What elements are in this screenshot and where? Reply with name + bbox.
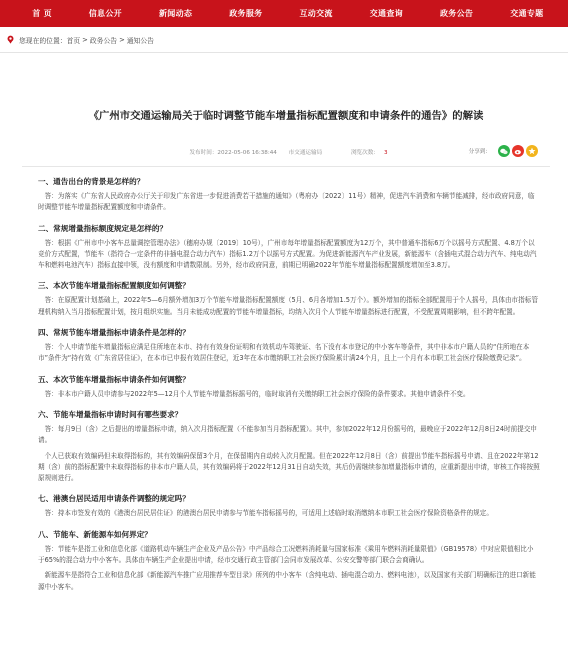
section-heading: 八、节能车、新能源车如何界定？ [38,529,152,539]
section-paragraph: 答：根据《广州市中小客车总量调控管理办法》（穗府办规〔2019〕10号），广州市每年增量指标配置额度为12万个，其中普通车指标6万个以摇号方式配置、4.8万个以竞价方式配置，节能车（指符合一定条件的非插电混合动力汽车）指标1.2万个以摇号方式配置。为促进新能源汽车产业发展，新能源车（含插电式混合动力汽车、纯电动汽车和燃料电池汽车）指标直接申领，没有额度和申请数限制。另外，经市政府同意，前期已明确2022年节能车增量指标配置额度增加至3.8万。 [38,238,537,270]
wechat-share-icon[interactable] [498,145,510,157]
article-title: 《广州市交通运输局关于临时调整节能车增量指标配置额度和申请条件的通告》的解读 [88,110,484,122]
top-navigation [0,0,568,27]
section-heading: 一、通告出台的背景是怎样的？ [38,177,145,186]
weibo-share-icon[interactable] [512,145,524,157]
section-paragraph: 答：节能车是指工业和信息化部《道路机动车辆生产企业及产品公告》中产品综合工况燃料消耗量与国家标准《乘用车燃料消耗量限值》（GB19578）中对应限值相比小于65%的混合动力中小客车。具体由车辆生产企业提出申请，经市交通行政主管部门会同市发展改革、公安交警等部门联合会商确认。 [38,544,534,565]
breadcrumb-gov-announcements[interactable]: 政务公告 [89,36,118,45]
article-meta [22,137,550,167]
nav-traffic-query[interactable]: 交通查询 [369,9,403,18]
section-paragraph: 答：每月9日（含）之后提出的增量指标申请，纳入次月指标配置（不能参加当月指标配置）。其中，参加2022年12月份摇号的，最晚应于2022年12月8日24时前提交申请。 [38,424,538,445]
section-paragraph: 答：个人申请节能车增量指标应满足住所地在本市、持有有效身份证明和有效机动车驾驶证、名下没有本市登记的中小客车等条件，其中非本市户籍人员的“住所地在本市”条件为“持有效《广东省居住证》，在本市已申报有效居住登记，近3年在本市缴纳职工社会医疗保险累计满24个月，且上一个月有本市职工社会医疗保险缴费记录”。 [38,343,530,363]
section-heading: 六、节能车增量指标申请时间有哪些要求？ [38,409,183,419]
breadcrumb-separator: > [119,35,125,44]
qzone-share-icon[interactable] [526,145,538,157]
nav-gov-services[interactable]: 政务服务 [229,9,263,18]
section-paragraph: 新能源车是指符合工业和信息化部《新能源汽车推广应用推荐车型目录》所列的中小客车（含纯电动、插电混合动力、燃料电池），以及国家有关部门明确标注的进口新能源中小客车。 [38,571,536,591]
section-paragraph: 答：持本市签发有效的《港澳台居民居住证》的港澳台居民申请参与节能车指标摇号的，可适用上述临时取消缴纳本市职工社会医疗保险资格条件的规定。 [44,509,493,518]
breadcrumb-separator: > [82,35,88,44]
section-heading: 七、港澳台居民适用申请条件调整的规定吗？ [38,494,190,504]
nav-traffic-topics[interactable]: 交通专题 [510,9,544,18]
section-paragraph: 答：为落实《广东省人民政府办公厅关于印发广东省进一步促进消费若干措施的通知》（粤府办〔2022〕11号）精神，促进汽车消费和车辆节能减排，经市政府同意，临时调整节能车增量指标配置额度和申请条件。 [38,192,535,212]
section-paragraph: 答：非本市户籍人员申请参与2022年5—12月个人节能车增量指标摇号的，临时取消有关缴纳职工社会医疗保险的条件要求。其他申请条件不变。 [44,389,470,398]
breadcrumb-prefix: 您现在的位置： [19,36,67,45]
nav-news[interactable]: 新闻动态 [158,9,193,18]
breadcrumb-home[interactable]: 首页 [66,36,81,45]
views-count: 3 [383,150,388,156]
publish-time: 发布时间：2022-05-06 16:38:44 [189,150,277,156]
section-heading: 五、本次节能车增量指标申请条件如何调整？ [38,374,190,384]
share-label: 分享到： [468,149,491,155]
section-heading: 二、常规增量指标额度规定是怎样的？ [38,223,168,233]
breadcrumb-notices[interactable]: 通知公告 [126,36,154,45]
location-pin-icon [6,35,15,44]
nav-interaction[interactable]: 互动交流 [299,9,333,18]
article-source: 市交通运输局 [288,150,323,156]
section-paragraph: 个人已获取有效编码但未取得指标的，其有效编码保留3个月，在保留期内自动转入次月配置。但在2022年12月8日（含）前提出节能车指标摇号申请、且在2022年第12期（含）前的指标配置中未取得指标的非本市户籍人员，其有效编码将于2022年12月31日自动失效，其后仍需继续参加增量指标申请的，应重新提出申请，审核工作将按照原规则进行。 [38,451,540,483]
views-label: 浏览次数： [350,150,379,156]
breadcrumb [0,27,568,53]
section-heading: 四、常规节能车增量指标申请条件是怎样的？ [38,328,190,338]
article-body [22,176,550,593]
share-bar [469,145,538,157]
nav-info-disclosure[interactable]: 信息公开 [88,9,122,18]
section-paragraph: 答：在原配置计划基础上，2022年5—6月额外增加3万个节能车增量指标配置额度（5月、6月各增加1.5万个）。额外增加的指标全部配置用于个人摇号，具体由市指标管理机构纳入当月指标配置计划，按月组织实施。当月未能成功配置的节能车增量指标，均纳入次月个人节能车增量指标进行配置，不受配置周期影响，但不跨年配置。 [38,296,538,316]
section-heading: 三、本次节能车增量指标配置额度如何调整？ [38,281,190,291]
nav-gov-announcements[interactable]: 政务公告 [439,9,474,18]
nav-home[interactable]: 首 页 [32,9,52,18]
article-container [0,107,568,593]
